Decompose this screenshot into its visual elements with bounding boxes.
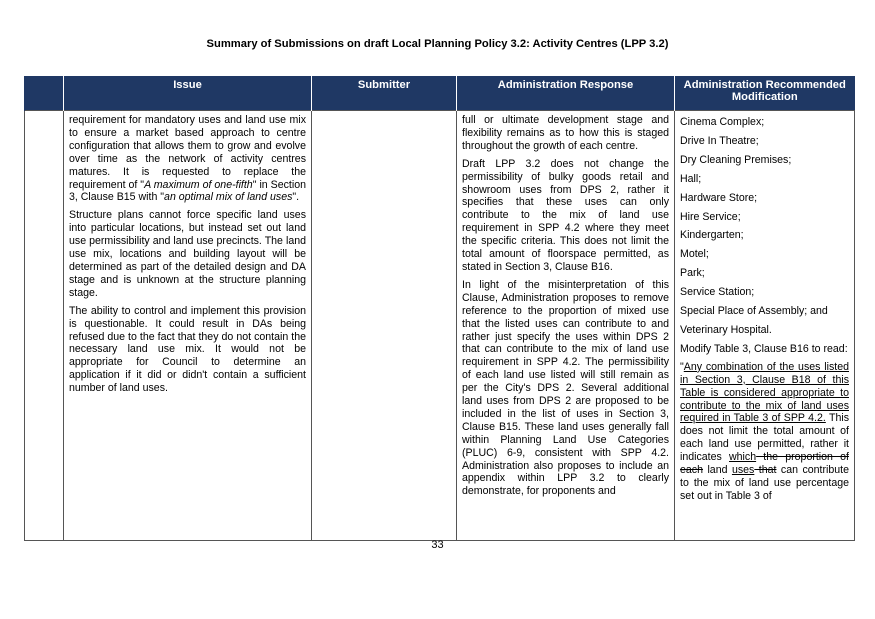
modification-cell — [675, 111, 855, 541]
use-item: Park; — [680, 267, 705, 280]
use-item: Special Place of Assembly; and — [680, 305, 828, 318]
issue-paragraph-2: Structure plans cannot force specific land uses into particular locations, but instead set out land use permissibility and land use precincts. The land use mix, locations and building layout will be determined as part of the detailed design and DA stage and is unknown at the structure planning stage. — [69, 209, 306, 299]
modified-clause-text: "Any combination of the uses listed in Section 3, Clause B18 of this Table is considered appropriate to contribute to the mix of land uses required in Table 3 of SPP 4.2. This does not limit the total amount of each land use permitted, rather it indicates which the proportion of each land uses that can contribute to the mix of land use percentage set out in Table 3 of — [680, 360, 849, 502]
header-issue: Issue — [64, 76, 312, 111]
submitter-cell — [312, 111, 457, 541]
table-header-row — [25, 76, 855, 111]
use-item: Hall; — [680, 172, 702, 185]
use-item: Motel; — [680, 248, 709, 261]
issue-cell — [64, 111, 312, 541]
issue-paragraph-1: requirement for mandatory uses and land use mix to ensure a market based approach to centre configuration that allows them to grow and evolve over time as the network of activity centres matures. It is requested to replace the requirement of "A maximum of one-fifth" in Section 3, Clause B15 with "an optimal mix of land uses". — [69, 114, 306, 204]
use-item: Service Station; — [680, 286, 755, 299]
table-row — [25, 111, 855, 541]
header-blank — [25, 76, 64, 111]
use-item: Hardware Store; — [680, 191, 758, 204]
header-modification: Administration Recommended Modification — [675, 76, 855, 111]
submissions-table — [24, 76, 855, 541]
use-item: Veterinary Hospital. — [680, 323, 772, 336]
use-item: Kindergarten; — [680, 229, 744, 242]
response-paragraph-1: full or ultimate development stage and flexibility remains as to how this is staged throughout the growth of each centre. — [462, 114, 669, 152]
header-response: Administration Response — [457, 76, 675, 111]
response-paragraph-3: In light of the misinterpretation of this Clause, Administration proposes to remove reference to the proportion of mixed use that the listed uses can contribute to and rather just specify the uses within DPS 2 that can contribute to the mix of land use requirement in SPP 4.2. The permissibility of each land use listed will still remain as per the City's DPS 2. Several additional land uses from DPS 2 are proposed to be included in the list of uses in Section 3, Clause B15. These land uses generally fall within Planning Land Use Categories (PLUC) 6-9, consistent with SPP 4.2. Administration also proposes to include an appendix within LPP 3.2 to clearly demonstrate, for proponents and — [462, 278, 669, 498]
header-submitter: Submitter — [312, 76, 457, 111]
response-cell — [457, 111, 675, 541]
use-item: Cinema Complex; — [680, 116, 765, 128]
issue-paragraph-3: The ability to control and implement this provision is questionable. It could result in DAs being refused due to the fact that they do not contain the necessary land use mix. It would not be appropriate for Council to determine an application if it did or didn't contain a sufficient number of land uses. — [69, 304, 306, 395]
response-paragraph-2: Draft LPP 3.2 does not change the permissibility of bulky goods retail and showroom uses from DPS 2, rather it specifies that these uses can only contribute to the mix of land use requirement in SPP 4.2 where they meet the specific criteria. This does not limit the total amount of floorspace permitted, as stated in Section 3, Clause B16. — [462, 157, 669, 273]
page-number: 33 — [431, 539, 444, 551]
use-item: Hire Service; — [680, 210, 741, 223]
blank-cell — [25, 111, 64, 541]
document-title: Summary of Submissions on draft Local Planning Policy 3.2: Activity Centres (LPP 3.2) — [206, 38, 669, 50]
use-item: Dry Cleaning Premises; — [680, 153, 792, 166]
modify-instruction: Modify Table 3, Clause B16 to read: — [680, 342, 848, 355]
use-item: Drive In Theatre; — [680, 134, 759, 147]
